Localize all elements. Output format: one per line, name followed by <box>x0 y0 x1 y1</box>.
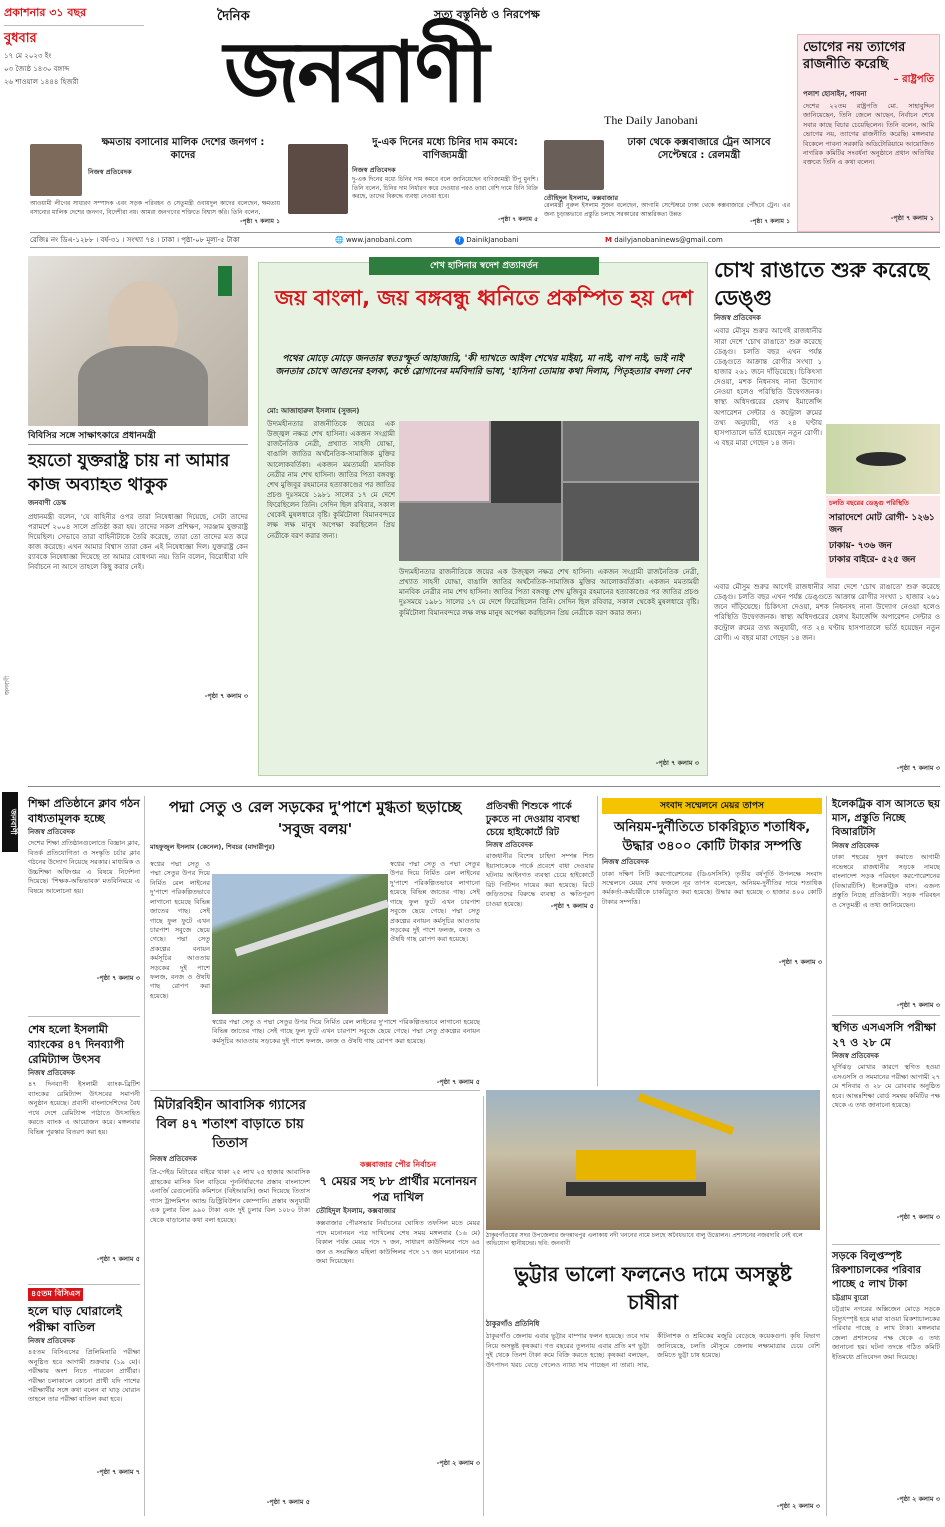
continuation: -পৃষ্ঠা ৭ কলাম ৩ <box>896 1213 940 1222</box>
accident-story[interactable] <box>832 1250 940 1518</box>
excavator-body-shape <box>576 1150 696 1180</box>
story-body: ঢাকা শহরের দূষণ কমাতে আগামী নভেম্বরে রাজধানীর সড়কে নামছে বাংলাদেশ সড়ক পরিবহন করপোরেশনের (বিআরটিসি) ইলেকট্রিক বাস। এজন্য প্রস্তুতি নিচ্ছে প্রতিষ্ঠানটি। সড়ক পরিবহন ও সেতুমন্ত্রী এ তথ্য জানিয়েছেন। <box>832 853 940 909</box>
byline: নিজস্ব প্রতিবেদক <box>832 842 879 850</box>
teaser-photo <box>288 144 348 214</box>
byline: চট্টগ্রাম ব্যুরো <box>832 1294 869 1302</box>
gmail-icon: M <box>605 236 612 244</box>
facebook-icon: f <box>455 236 464 245</box>
headline: সড়কে বিলুপ্তস্পৃষ্ট রিকশাচালকের পরিবার পাচ্ছে ৫ লাখ টাকা <box>832 1251 922 1290</box>
teaser-card-3[interactable] <box>544 136 790 226</box>
lead-left-story[interactable] <box>28 256 248 776</box>
disabled-child-story[interactable] <box>486 800 594 940</box>
byline: নিজস্ব প্রতিবেদক <box>88 168 132 176</box>
infobox-label: চলতি বছরের ডেঙ্গু পরিস্থিতি <box>829 499 909 507</box>
story-body: এবার মৌসুম শুরুর আগেই রাজধানীর সারা দেশে 'চোখ রাঙাতে' শুরু করেছে ডেঙ্গু। চলতি বছর এখন পর্যন্ত ডেঙ্গুতে আক্রান্ত রোগীর সংখ্যা ১ হাজার ২৬১ জনে দাঁড়িয়েছে। চিকিৎসা দেওয়া, মশক নিধনসহ নানা উদ্যোগ নেওয়া হলেও পরিস্থিতি উদ্বেগজনক। স্বাস্থ্য অধিদপ্তরের হেলথ ইমার্জেন্সি অপারেশন সেন্টার ও কন্ট্রোল রুমের তথ্য অনুযায়ী, গত ২৪ ঘণ্টায় হাসপাতালে ভর্তি হয়েছেন নতুন রোগী। এ বছর মারা গেছেন ১৪ জন। <box>714 327 822 447</box>
headline: শেষ হলো ইসলামী ব্যাংকের ৪৭ দিনব্যাপী রেমিট্যান্স উৎসব <box>28 1023 124 1066</box>
headline: পদ্মা সেতু ও রেল সড়কের দু'পাশে মুগ্ধতা ছড়াচ্ছে 'সবুজ বলয়' <box>168 798 462 838</box>
story-body-2: স্বপ্নের পদ্মা সেতু ও পদ্মা সেতুর উপর দিয়ে নির্মিত রেল লাইনের দু'পাশে পরিকল্পিতভাবে লাগানো হয়েছে বিভিন্ন জাতের গাছ। সেই গাছে ফুল ফুটে এখন চারপাশ সবুজে ছেয়ে গেছে। পদ্মা সেতু প্রকল্পের বনায়ন কর্মসূচির আওতায় সড়কের দুই পাশে ফলজ, বনজ ও ঔষধি গাছ রোপণ করা হয়েছে। <box>390 860 480 944</box>
stat-dhaka: ঢাকায়- ৭৩৬ জন <box>829 541 892 552</box>
homecoming-photos <box>399 421 699 561</box>
email-link[interactable]: M dailyjanobaninews@gmail.com <box>605 236 723 244</box>
excavator-arm-shape <box>638 1093 735 1135</box>
continuation: -পৃষ্ঠা ৭ কলাম ১ <box>749 218 790 225</box>
date-hijri: ২৬ শাওয়াল ১৪৪৪ হিজরী <box>4 78 79 86</box>
teaser-photo <box>544 140 604 190</box>
continuation: -পৃষ্ঠা ৭ কলাম ৫ <box>266 1498 310 1507</box>
registration-info: রেজিঃ নং ডিএ-১২৮৮ । বর্ষ-৩১ । সংখ্যা ৭৪ । ঢাকা । পৃষ্ঠা-০৮ মূল্য-৫ টাকা <box>30 236 240 244</box>
lead-center-story[interactable] <box>258 262 708 776</box>
side-logo-block <box>0 790 20 890</box>
dengue-infobox <box>826 496 940 578</box>
byline: তৌহিদুল ইসলাম, কক্সবাজার <box>316 1206 396 1215</box>
continuation: -পৃষ্ঠা ৭ কলাম ১ <box>239 218 280 225</box>
story-body: উদ্যমহীনতার রাজনীতিকে জয়ের এক উজ্জ্বল নক্ষত্র শেখ হাসিনা। একজন সংগ্রামী রাজনৈতিক নেত্রী, প্রখ্যাত সাহসী যোদ্ধা, বাঙালি জাতির অর্থনৈতিক-সামাজিক মুক্তির আলোকবর্তিকা। একজন মমতাময়ী মানবিক নেত্রীর নাম শেখ হাসিনা। জাতির পিতা বঙ্গবন্ধু শেখ মুজিবুর রহমানের হত্যাকাণ্ডের পর জাতির প্রচণ্ড দুঃসময়ে ১৯৮১ সালের ১৭ মে দেশে ফিরেছিলেন তিনি। সেদিন ছিল রবিবার, সকাল থেকেই মুষলধারে বৃষ্টি। কুর্মিটোলা বিমানবন্দরে লক্ষ লক্ষ মানুষ অপেক্ষা করছিলেন প্রিয় নেত্রীকে বরণ করার জন্য। <box>267 420 395 540</box>
story-body: প্রধানমন্ত্রী বলেন, 'যে বাহিনীর ওপর তারা নিষেধাজ্ঞা দিয়েছে, সেটা তাদের পরামর্শে ২০০৪ সালে প্রতিষ্ঠা করা হয়। তাদের সকল প্রশিক্ষণ, সরঞ্জাম যুক্তরাষ্ট্র দিয়েছিল। সেভাবে তারা বাহিনীটাকে তৈরি করেছে, তারা তো তাদের মত করে কাজ করেছে। এখন আমার বিশ্বাস তারা কেন এই নিষেধাজ্ঞা দিল। যুক্তরাষ্ট্র কেন র‍্যাবকে নিষেধাজ্ঞা দিয়েছে তা আমার বোধগম্য নয়। তিনি বলেন, বিরোধীরা যদি নির্বাচনে না আসে তাহলে কিছু করার নেই। <box>28 512 248 572</box>
story-body: দেশের শিক্ষা প্রতিষ্ঠানগুলোতে বিজ্ঞান ক্লাব, বিতর্ক প্রতিযোগিতা ও সংস্কৃতি চর্চার ক্লাব গঠনের উদ্যোগ নিয়েছে সরকার। মাধ্যমিক ও উচ্চশিক্ষা অধিদপ্তর এ বিষয়ে নির্দেশনা দিয়েছে। 'শিক্ষক-অভিভাবক' মতবিনিময়ে এ বিষয়ে আলোচনা হয়। <box>28 839 141 895</box>
continuation: -পৃষ্ঠা ৭ কলাম ৩ <box>655 759 699 767</box>
speaker: – রাষ্ট্রপতি <box>893 74 934 85</box>
bridge-shape <box>235 899 390 956</box>
story-body: ঢাকা দক্ষিণ সিটি করপোরেশনের (ডিএসসিসি) তৃতীয় বর্ষপূর্তি উপলক্ষে সংবাদ সম্মেলনে মেয়র শেখ ফজলে নূর তাপস বলেছেন, অনিয়ম-দুর্নীতির দায়ে শতাধিক কর্মকর্তা-কর্মচারীকে চাকরিচ্যুত করা হয়েছে। উদ্ধার করা হয়েছে ৩ হাজার ৪০০ কোটি টাকার সম্পত্তি। <box>602 869 822 906</box>
ssc-story[interactable] <box>832 1020 940 1242</box>
photo-bw-3 <box>563 483 699 561</box>
story-body: ঘূর্ণিঝড় মোখার কারণে স্থগিত হওয়া এসএসসি ও সমমানের পরীক্ষা আগামী ২৭ মে শনিবার ও ২৮ মে রোববার অনুষ্ঠিত হবে। আন্তঃশিক্ষা বোর্ড সমন্বয় কমিটির পক্ষ থেকে এ তথ্য জানানো হয়েছে। <box>832 1063 940 1110</box>
headline: হলে ঘাড় ঘোরালেই পরীক্ষা বাতিল <box>28 1303 122 1334</box>
byline: নিজস্ব প্রতিবেদক <box>832 1052 879 1060</box>
coxs-election-story[interactable] <box>316 1160 480 1518</box>
continuation: -পৃষ্ঠা ৭ কলাম ১ <box>890 213 934 222</box>
byline: নিজস্ব প্রতিবেদক <box>150 1155 197 1163</box>
date-bangla: ০৩ জ্যৈষ্ঠ ১৪৩০ বঙ্গাব্দ <box>4 65 70 73</box>
headline: ক্ষমতায় বসানোর মালিক দেশের জনগণ : কাদের <box>101 137 265 161</box>
mosquito-icon <box>856 452 906 466</box>
story-body: ৪৭ দিনব্যাপী ইসলামী ব্যাংক-ব্রিটিশ ব্যাংকের রেমিট্যান্স উৎসবের সমাপনী অনুষ্ঠান হয়েছে। প্রবাসী বাংলাদেশিদের বৈধ পথে দেশে রেমিট্যান্স পাঠাতে উৎসাহিত করতে ব্যাংক এ আয়োজন করে। মঙ্গলবার বিভিন্ন পুরস্কার বিতরণ করা হয়। <box>28 1080 140 1136</box>
headline: চোখ রাঙাতে শুরু করেছে ডেঙ্গু <box>714 258 930 310</box>
story-body-3: স্বপ্নের পদ্মা সেতু ও পদ্মা সেতুর উপর দিয়ে নির্মিত রেল লাইনের দু'পাশে পরিকল্পিতভাবে লাগানো হয়েছে বিভিন্ন জাতের গাছ। সেই গাছে ফুল ফুটে এখন চারপাশ সবুজে ছেয়ে গেছে। পদ্মা সেতু প্রকল্পের বনায়ন কর্মসূচির আওতায় সড়কের দুই পাশে ফলজ, বনজ ও ঔষধি গাছ রোপণ করা হয়েছে। <box>212 1018 480 1045</box>
dates <box>4 50 78 89</box>
continuation: -পৃষ্ঠা ৭ কলাম ৩ <box>896 764 940 772</box>
excavator-caption: ঠাকুরগাঁওয়ের সদর উপজেলার জগন্নাথপুর এলাকায় নদী খননের নামে চলছে অবৈধভাবে বালু উত্তোলন। প্রশাসনের নজরদারি নেই বলে অভিযোগ স্থানীয়দের। ছবি: জনবাণী <box>486 1232 803 1248</box>
headline: স্থগিত এসএসসি পরীক্ষা ২৭ ও ২৮ মে <box>832 1021 936 1049</box>
story-body: ৪৫তম বিসিএসের প্রিলিমিনারি পরীক্ষা অনুষ্ঠিত হবে আগামী শুক্রবার (১৯ মে)। পরীক্ষায় অংশ নিতে পারবেন প্রার্থীরা। পরীক্ষা চলাকালে কোনো প্রার্থী যদি পাশের পরীক্ষার্থীর সঙ্গে কথা বলেন বা ঘাড় ঘোরান তাহলে তার পরীক্ষা বাতিল করা হবে। <box>28 1348 140 1404</box>
continuation: -পৃষ্ঠা ৭ কলাম ৩ <box>896 1001 940 1010</box>
excavator-track-shape <box>566 1182 706 1196</box>
headline: প্রতিবন্ধী শিশুকে পার্কে ঢুকতে না দেওয়ায় ব্যবস্থা চেয়ে হাইকোর্টে রিট <box>486 801 580 838</box>
remittance-story[interactable] <box>28 1022 140 1282</box>
story-body-2: উদ্যমহীনতার রাজনীতিকে জয়ের এক উজ্জ্বল নক্ষত্র শেখ হাসিনা। একজন সংগ্রামী রাজনৈতিক নেত্রী, প্রখ্যাত সাহসী যোদ্ধা, বাঙালি জাতির অর্থনৈতিক-সামাজিক মুক্তির আলোকবর্তিকা। একজন মমতাময়ী মানবিক নেত্রীর নাম শেখ হাসিনা। জাতির পিতা বঙ্গবন্ধু শেখ মুজিবুর রহমানের হত্যাকাণ্ডের পর জাতির প্রচণ্ড দুঃসময়ে ১৯৮১ সালের ১৭ মে দেশে ফিরেছিলেন তিনি। সেদিন ছিল রবিবার, সকাল থেকেই মুষলধারে বৃষ্টি। কুর্মিটোলা বিমানবন্দরে লক্ষ লক্ষ মানুষ অপেক্ষা করছিলেন প্রিয় নেত্রীকে বরণ করার জন্য। <box>399 568 699 617</box>
side-margin <box>0 255 20 755</box>
headline: ভুট্টার ভালো ফলনেও দামে অসন্তুষ্ট চাষীরা <box>514 1262 792 1314</box>
logo: জনবাণী <box>224 23 488 121</box>
continuation: -পৃষ্ঠা ৭ কলাম ৫ <box>550 902 594 911</box>
story-body: চট্টগ্রাম নগরের অক্সিজেন মোড়ে সড়কে বিদ্যুৎস্পৃষ্ট হয়ে মারা যাওয়া রিকশাচালকের পরিবার পাচ্ছে ৫ লাখ টাকা। মঙ্গলবার জেলা প্রশাসনের পক্ষ থেকে এ তথ্য জানানো হয়। ঘটনা তদন্তে গঠিত কমিটি ইতিমধ্যে প্রতিবেদন জমা দিয়েছে। <box>832 1305 940 1361</box>
continuation: -পৃষ্ঠা ৭ কলাম ৫ <box>96 1255 140 1264</box>
website-link[interactable]: 🌐 www.janobani.com <box>335 236 412 244</box>
continuation: -পৃষ্ঠা ২ কলাম ৩ <box>436 1459 480 1468</box>
kicker: শেখ হাসিনার স্বদেশ প্রত্যাবর্তন <box>369 257 599 275</box>
byline: নিজস্ব প্রতিবেদক <box>28 828 75 836</box>
teaser-body: আওয়ামী লীগের সাধারণ সম্পাদক এবং সড়ক পরিবহন ও সেতুমন্ত্রী ওবায়দুল কাদের বলেছেন, ক্ষমতায় বসানোর মালিক দেশের জনগণ, বিদেশীরা নয়। আমরা জনগণের শক্তিতে বিশ্বাস করি। তিনি বলেন, <box>30 200 280 216</box>
info-strip <box>30 232 940 248</box>
story-body: কক্সবাজার পৌরসভার নির্বাচনের ঘোষিত তফসিল মতে মেয়র পদে মনোনয়ন পত্র দাখিলের শেষ সময় মঙ্গলবার (১৬ মে) বিকাল পর্যন্ত মেয়র পদে ৭ জন, সাধারণ কাউন্সিলর পদে ৬৪ জন ও সংরক্ষিত মহিলা কাউন্সিলর পদে ১৭ জন মনোনয়ন পত্র জমা দিয়েছেন। <box>316 1219 480 1265</box>
intro: পথের মোড়ে মোড়ে জনতার স্বতঃস্ফূর্ত আহাজারি, 'কী দ্যাখতে আইল শেখের মাইয়া, মা নাই, বাপ নাই, ভাই নাই' জনতার চোখে আগুনের হলকা, কণ্ঠে স্লোগানের মর্মবিদারি ভাষা, 'হাসিনা তোমায় কথা দিলাম, পিতৃহত্যার বদলা নেব' <box>275 354 693 377</box>
story-body: রাজধানীর বিশেষ চাহিদা সম্পন্ন শিশু ইয়াসাকেকে পার্কে প্রবেশে বাধা দেওয়ার ঘটনায় আইনগত ব্যবস্থা চেয়ে হাইকোর্টে রিট পিটিশন দায়ের করা হয়েছে। রিটে জড়িতদের বিরুদ্ধে ব্যবস্থা ও ক্ষতিপূরণ চাওয়া হয়েছে। <box>486 852 594 908</box>
byline: নিজস্ব প্রতিবেদক <box>352 166 396 174</box>
globe-icon: 🌐 <box>335 236 344 244</box>
teaser-photo <box>30 144 82 196</box>
photo-bw-4 <box>399 503 561 561</box>
kicker: সংবাদ সম্মেলনে মেয়র তাপস <box>602 798 822 814</box>
kicker: কক্সবাজার পৌর নির্বাচন <box>316 1160 480 1171</box>
byline: নিজস্ব প্রতিবেদক <box>28 1069 75 1077</box>
headline: ভোগের নয় ত্যাগের রাজনীতি করেছি <box>803 40 906 72</box>
gas-story[interactable] <box>150 1096 310 1518</box>
facebook-link[interactable]: f DainikJanobani <box>455 233 518 248</box>
mayor-story[interactable] <box>602 798 822 1088</box>
shawl-shape <box>78 346 208 426</box>
headline: দু-এক দিনের মধ্যে চিনির দাম কমবে: বাণিজ্যমন্ত্রী <box>372 137 518 161</box>
headline: ঢাকা থেকে কক্সবাজারে ট্রেন আসবে সেপ্টেম্বরে : রেলমন্ত্রী <box>627 137 771 161</box>
byline: নিজস্ব প্রতিবেদক <box>486 841 533 849</box>
photo-bw-2 <box>563 421 699 481</box>
top-teasers <box>30 136 790 226</box>
continuation: -পৃষ্ঠা ২ কলাম ৩ <box>896 1495 940 1504</box>
teaser-body: রেলমন্ত্রী নুরুল ইসলাম সুজন বলেছেন, আগামি সেপ্টেম্বরে ঢাকা থেকে কক্সবাজারে পৌঁছবে ট্রেন। এর জন্য চূড়ান্তভাবে প্রস্তুতি চলছে সরকারের আন্তরিকতা উন্নত <box>544 202 790 218</box>
continuation: -পৃষ্ঠা ৭ কলাম ৫ <box>497 216 538 223</box>
english-name: The Daily Janobani <box>604 113 698 127</box>
edition-label: প্রকাশনার ৩১ বছর <box>4 6 144 26</box>
byline: মো: আজাহারুল ইসলাম (সুজন) <box>267 407 360 415</box>
kicker: ৪৫তম বিসিএস <box>28 1288 83 1301</box>
electric-bus-story[interactable] <box>832 798 940 1013</box>
continuation: -পৃষ্ঠা ৭ কলাম ৭ <box>96 1468 140 1477</box>
headline: শিক্ষা প্রতিষ্ঠানে ক্লাব গঠন বাধ্যতামূলক হচ্ছে <box>28 797 140 825</box>
headline: হয়তো যুক্তরাষ্ট্র চায় না আমার কাজ অব্যাহত থাকুক <box>28 451 230 496</box>
continuation: -পৃষ্ঠা ৭ কলাম ৫ <box>436 1078 480 1086</box>
teaser-card-1[interactable] <box>30 136 280 226</box>
byline: তৌহিদুল ইসলাম, কক্সবাজার <box>544 194 619 202</box>
continuation: -পৃষ্ঠা ৭ কলাম ৩ <box>204 691 248 700</box>
stat-outside: ঢাকার বাইরে- ৫২৫ জন <box>829 555 916 566</box>
byline: মাহফুজুল ইসলাম (কেনেল), শিবচর (মাদারীপুর) <box>150 843 275 851</box>
club-story[interactable] <box>28 796 140 1011</box>
maize-story[interactable] <box>486 1260 820 1518</box>
headline: অনিয়ম-দুর্নীতিতে চাকরিচ্যুত শতাধিক, উদ্ধার ৩৪০০ কোটি টাকার সম্পত্তি <box>613 820 811 855</box>
teaser-card-2[interactable] <box>288 136 538 226</box>
headline: জয় বাংলা, জয় বঙ্গবন্ধু ধ্বনিতে প্রকম্পিত হয় দেশ <box>275 286 693 310</box>
padma-bridge-photo <box>212 874 388 1014</box>
top-right-story[interactable] <box>797 34 940 232</box>
continuation: -পৃষ্ঠা ২ কলাম ৩ <box>776 1502 820 1511</box>
byline: নিজস্ব প্রতিবেদক <box>28 1336 75 1345</box>
continuation: -পৃষ্ঠা ৭ কলাম ৩ <box>778 957 822 966</box>
bcs-story[interactable] <box>28 1288 140 1513</box>
padma-story[interactable] <box>150 796 480 1088</box>
excavator-photo <box>486 1090 820 1230</box>
byline: পলাশ হোসাইন, পাবনা <box>803 89 867 98</box>
day-label: বুধবার <box>4 31 37 46</box>
byline: নিজস্ব প্রতিবেদক <box>602 858 649 867</box>
story-body: স্বপ্নের পদ্মা সেতু ও পদ্মা সেতুর উপর দিয়ে নির্মিত রেল লাইনের দু'পাশে পরিকল্পিতভাবে লাগানো হয়েছে বিভিন্ন জাতের গাছ। সেই গাছে ফুল ফুটে এখন চারপাশ সবুজে ছেয়ে গেছে। পদ্মা সেতু প্রকল্পের বনায়ন কর্মসূচির আওতায় সড়কের দুই পাশে ফলজ, বনজ ও ঔষধি গাছ রোপণ করা হয়েছে। <box>150 860 210 1000</box>
pm-photo <box>28 256 248 426</box>
byline: জনবাণী ডেস্ক <box>28 499 67 508</box>
byline: ঠাকুরগাঁও প্রতিনিধি <box>486 1320 540 1328</box>
side-page-label: জনবাণী <box>4 675 11 695</box>
photo-caption: বিবিসির সঙ্গে সাক্ষাৎকারে প্রধানমন্ত্রী <box>28 430 248 445</box>
teaser-body: দু-এক দিনের মধ্যে চিনির দাম কমবে বলে জানিয়েছেন বাণিজ্যমন্ত্রী টিপু মুনশি। তিনি বলেন, চিনির দাম নির্ধারণ করে দেওয়ার পরও তারা বেশি দামে চিনি বিক্রি করছে, তাদের বিরুদ্ধে ব্যবস্থা নেওয়া হবে। <box>352 176 538 201</box>
daily-label: দৈনিক <box>217 9 250 24</box>
flag-shape <box>218 266 232 296</box>
byline: নিজস্ব প্রতিবেদক <box>714 314 761 322</box>
lead-right-story[interactable] <box>714 256 940 776</box>
story-body: প্রি-পেইড মিটারের বাইরে থাকা ২৫ লাখ ২৫ হাজার আবাসিক গ্রাহকের মাসিক বিল বাড়িয়ে পুনর্নির্ধারণের প্রস্তাব বাংলাদেশ এনার্জি রেগুলেটরি কমিশনে (বিইআরসি) জমা দিয়েছে তিতাস গ্যাস ট্রান্সমিশন অ্যান্ড ডিস্ট্রিবিউশন কোম্পানি। প্রস্তাব অনুযায়ী এক চুলার বিল ৯৯০ টাকা এবং দুই চুলার বিল ১০৮০ টাকা থেকে বাড়ানোর কথা বলা হয়েছে। <box>150 1168 310 1224</box>
side-logo: জনবাণী <box>2 792 18 852</box>
headline: ইলেকট্রিক বাস আসতে ছয় মাস, প্রস্তুতি নিচ্ছে বিআরটিসি <box>832 799 940 838</box>
photo-portrait <box>399 421 489 501</box>
tagline: সত্য বস্তুনিষ্ঠ ও নিরপেক্ষ <box>434 8 540 21</box>
continuation: -পৃষ্ঠা ৭ কলাম ৩ <box>96 974 140 983</box>
story-body-2: এবার মৌসুম শুরুর আগেই রাজধানীর সারা দেশে 'চোখ রাঙাতে' শুরু করেছে ডেঙ্গু। চলতি বছর এখন পর্যন্ত ডেঙ্গুতে আক্রান্ত রোগীর সংখ্যা ১ হাজার ২৬১ জনে দাঁড়িয়েছে। চিকিৎসা দেওয়া, মশক নিধনসহ নানা উদ্যোগ নেওয়া হলেও পরিস্থিতি উদ্বেগজনক। স্বাস্থ্য অধিদপ্তরের হেলথ ইমার্জেন্সি অপারেশন সেন্টার ও কন্ট্রোল রুমের তথ্য অনুযায়ী, গত ২৪ ঘণ্টায় হাসপাতালে ভর্তি হয়েছেন নতুন রোগী। এ বছর মারা গেছেন ১৪ জন। <box>714 583 940 642</box>
left-column <box>28 796 140 1516</box>
headline: মিটারবিহীন আবাসিক গ্যাসের বিল ৪৭ শতাংশ বাড়াতে চায় তিতাস <box>154 1098 306 1151</box>
headline: ৭ মেয়র সহ ৮৮ প্রার্থীর মনোনয়ন পত্র দাখিল <box>319 1173 477 1204</box>
stat-total: সারাদেশে মোট রোগী- ১২৬১ জন <box>829 512 935 535</box>
date-english: ১৭ মে ২০২৩ ইং <box>4 52 52 60</box>
mosquito-photo <box>826 424 940 494</box>
story-body: দেশের ২২তম রাষ্ট্রপতি মো. সাহাবুদ্দিন জানিয়েছেন, তিনি জেলে আছেন, নির্বাচন শেষে সবার কাছে বিচার চেয়েছিলেন। তিনি বলেন, আমি ভোগের নয়, ত্যাগের রাজনীতি করেছি। মঙ্গলবার বিকেলে পাবনা সরকারি অডিটোরিয়ামে আয়োজিত নাগরিক কমিটির সংবর্ধনা অনুষ্ঠানে প্রধান অতিথির বক্তব্যে তিনি এ কথা বলেন। <box>803 101 934 167</box>
story-body: ঠাকুরগাঁও জেলায় এবার ভুট্টার বাম্পার ফলন হয়েছে। তবে দাম নিয়ে অসন্তুষ্ট কৃষকরা। গত বছরের তুলনায় এবার প্রতি মণ ভুট্টা দুই থেকে তিনশ টাকা কমে বিক্রি করতে হচ্ছে। কৃষকরা বলছেন, উৎপাদন খরচ বেড়ে গেলেও ন্যায্য দাম পাচ্ছেন না তারা। সার, কীটনাশক ও শ্রমিকের মজুরি বেড়েছে কয়েকগুণ। কৃষি বিভাগ জানিয়েছে, চলতি মৌসুমে জেলায় লক্ষ্যমাত্রার চেয়ে বেশি জমিতে ভুট্টা চাষ হয়েছে। <box>486 1332 820 1369</box>
